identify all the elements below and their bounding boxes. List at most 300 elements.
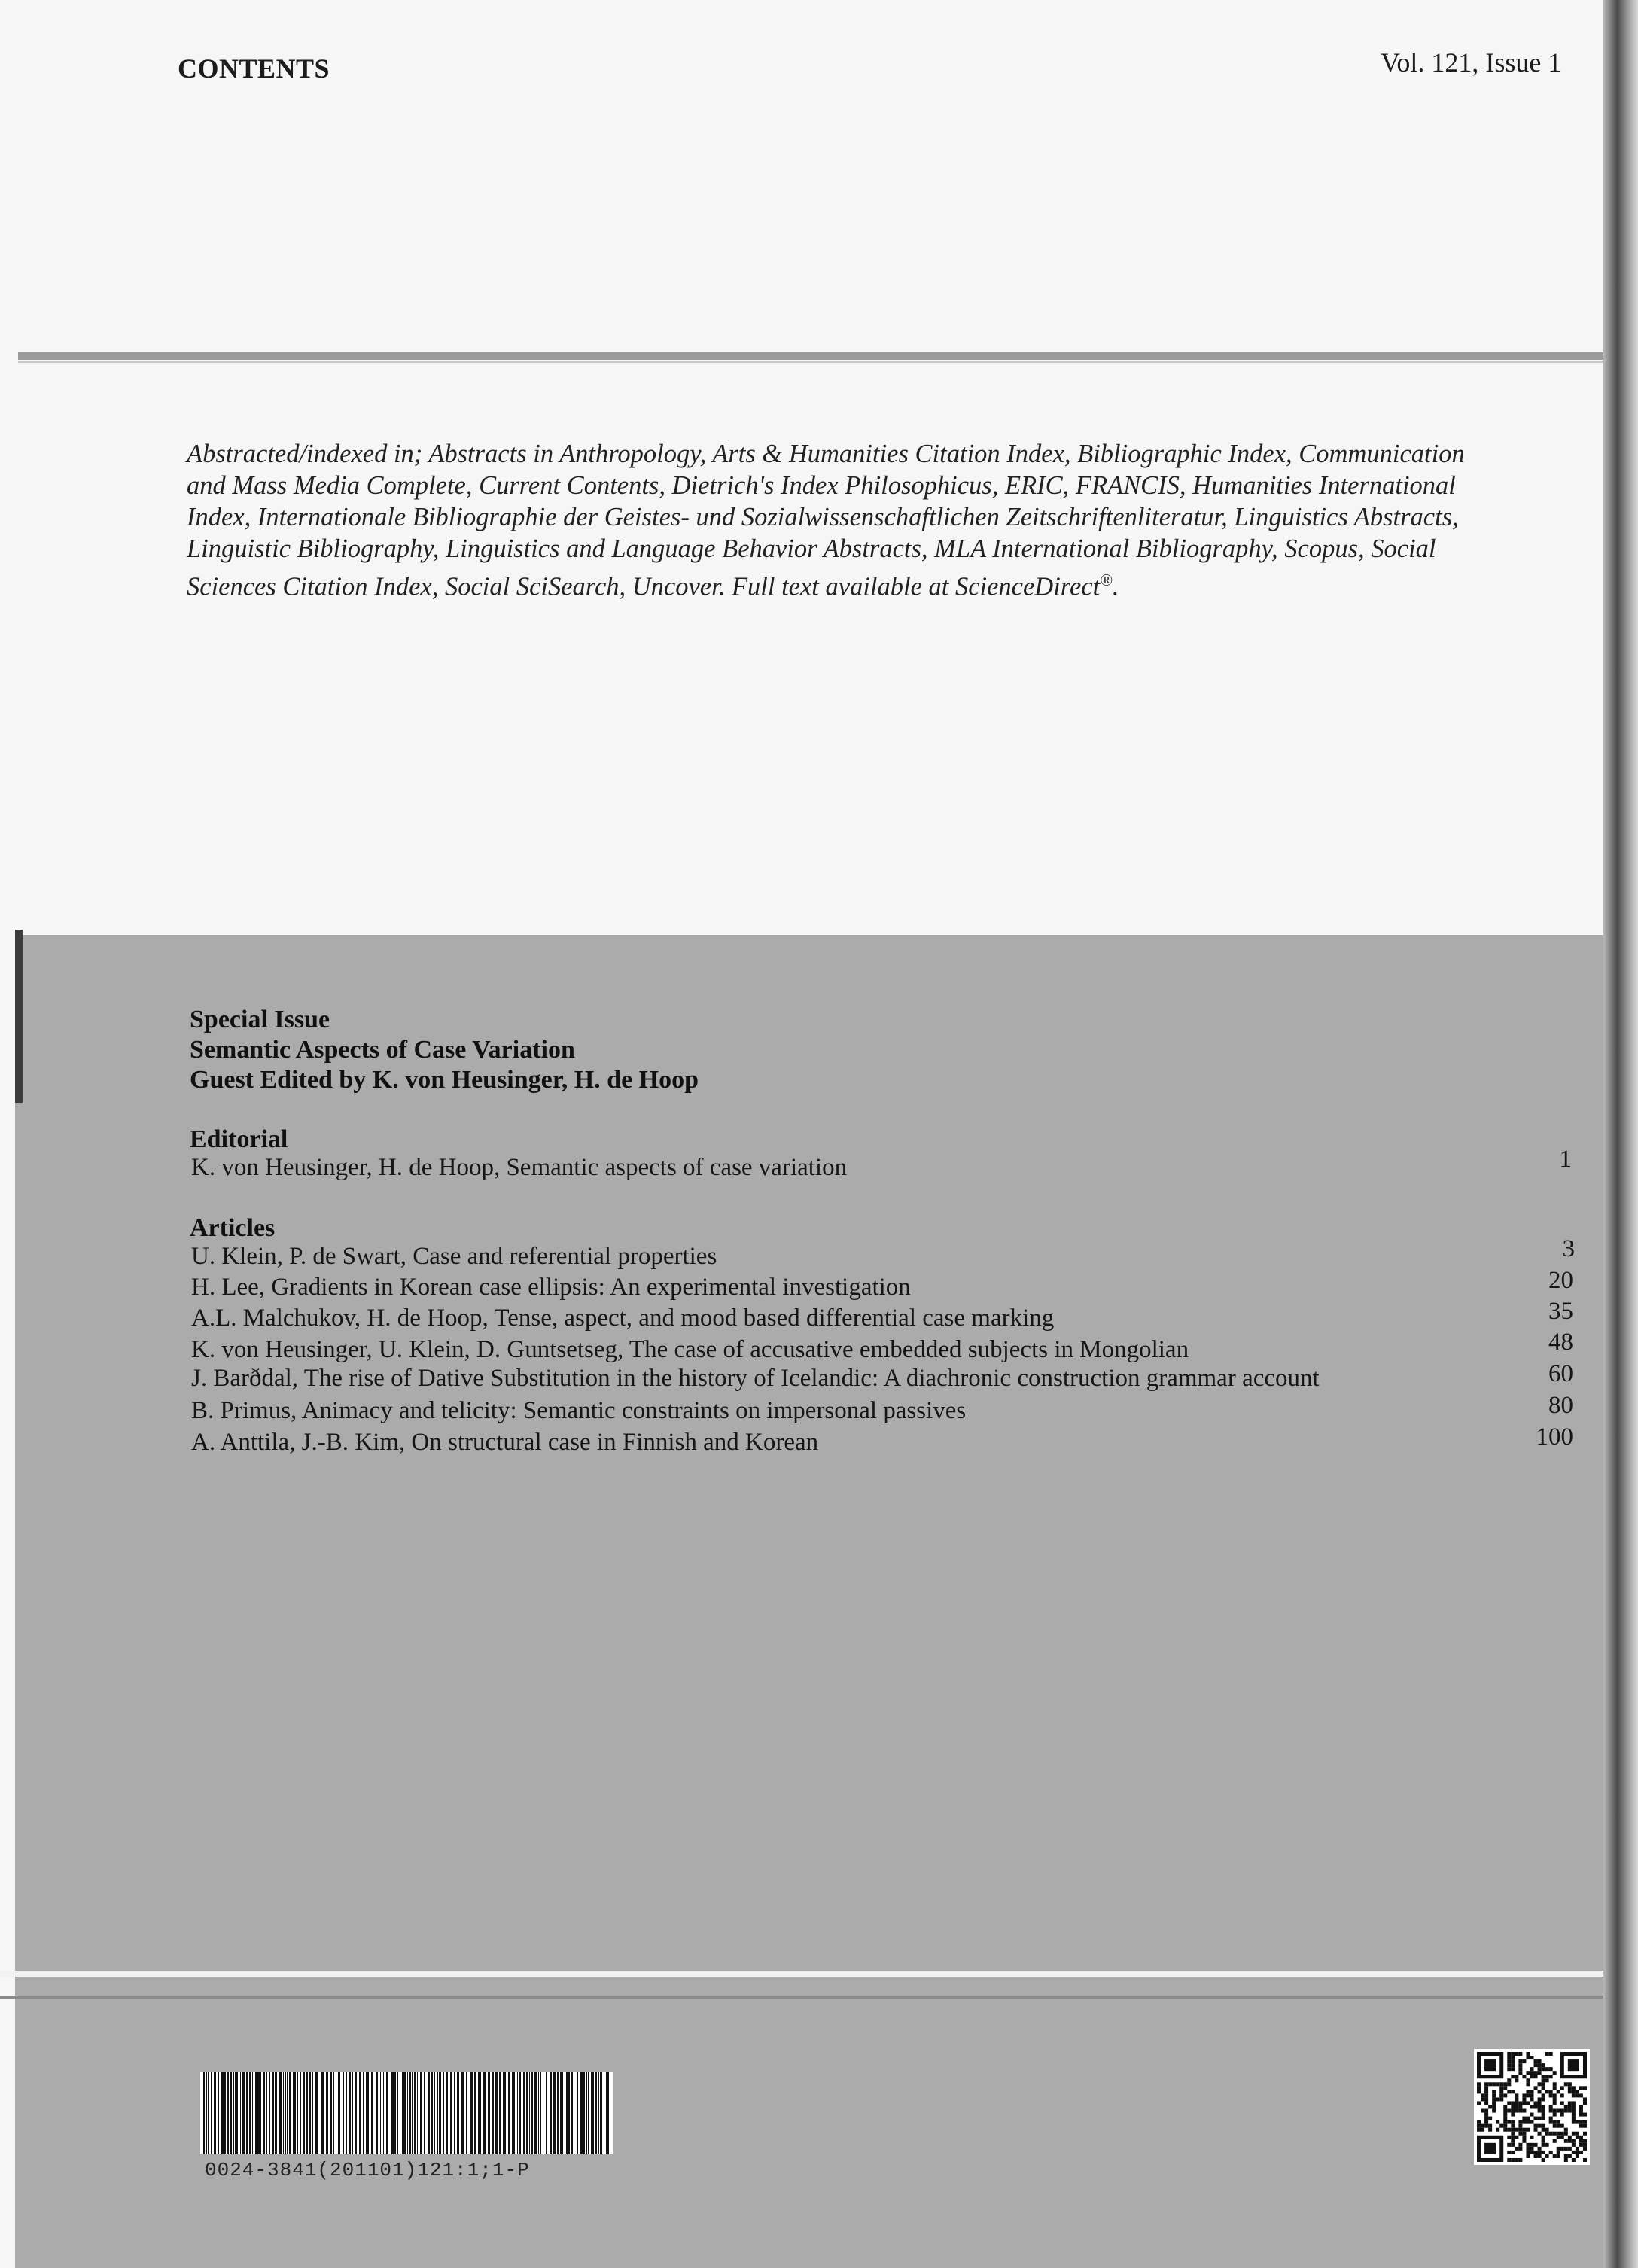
qr-module bbox=[1515, 2052, 1518, 2056]
barcode-bar bbox=[523, 2072, 525, 2154]
barcode-bar bbox=[600, 2072, 602, 2154]
qr-module bbox=[1538, 2109, 1542, 2113]
qr-module bbox=[1572, 2151, 1576, 2154]
qr-module bbox=[1560, 2132, 1564, 2136]
article-page-number: 80 bbox=[1548, 1392, 1573, 1419]
barcode-bar bbox=[431, 2072, 433, 2154]
qr-module bbox=[1572, 2093, 1576, 2097]
barcode-bar bbox=[437, 2072, 438, 2154]
barcode-bar bbox=[470, 2072, 473, 2154]
qr-module bbox=[1507, 2120, 1511, 2124]
qr-module bbox=[1542, 2097, 1545, 2101]
qr-module bbox=[1484, 2093, 1488, 2097]
qr-module bbox=[1481, 2109, 1484, 2113]
qr-module bbox=[1545, 2067, 1549, 2071]
qr-module bbox=[1477, 2086, 1481, 2090]
qr-module bbox=[1499, 2090, 1503, 2093]
qr-module bbox=[1522, 2128, 1526, 2132]
qr-module bbox=[1515, 2147, 1518, 2151]
qr-module bbox=[1526, 2078, 1530, 2082]
qr-module bbox=[1515, 2109, 1518, 2113]
qr-module bbox=[1511, 2075, 1515, 2078]
qr-module bbox=[1560, 2086, 1564, 2090]
qr-module bbox=[1518, 2101, 1522, 2105]
qr-module bbox=[1542, 2078, 1545, 2082]
qr-module bbox=[1526, 2082, 1530, 2086]
barcode-bar bbox=[309, 2072, 311, 2154]
qr-module bbox=[1542, 2128, 1545, 2132]
qr-module bbox=[1538, 2124, 1542, 2128]
barcode-bar bbox=[503, 2072, 506, 2154]
qr-module bbox=[1542, 2143, 1545, 2147]
qr-module bbox=[1511, 2067, 1515, 2071]
qr-module bbox=[1488, 2124, 1492, 2128]
barcode-bar bbox=[349, 2072, 351, 2154]
qr-module bbox=[1553, 2082, 1557, 2086]
qr-module bbox=[1572, 2109, 1576, 2113]
qr-module bbox=[1538, 2082, 1542, 2086]
qr-module bbox=[1477, 2082, 1481, 2086]
barcode-bar bbox=[321, 2072, 324, 2154]
qr-module bbox=[1526, 2071, 1530, 2075]
qr-module bbox=[1572, 2086, 1576, 2090]
qr-module bbox=[1549, 2052, 1553, 2056]
qr-module bbox=[1542, 2082, 1545, 2086]
qr-module bbox=[1583, 2158, 1587, 2162]
qr-module bbox=[1538, 2071, 1542, 2075]
article-entry: J. Barðdal, The rise of Dative Substitution in the history of Icelandic: A diachronic construction grammar account bbox=[191, 1365, 1320, 1392]
qr-module bbox=[1515, 2101, 1518, 2105]
barcode-bar bbox=[312, 2072, 313, 2154]
qr-module bbox=[1572, 2105, 1576, 2108]
barcode-bar bbox=[263, 2072, 265, 2154]
qr-finder-pattern bbox=[1568, 2059, 1579, 2071]
qr-module bbox=[1503, 2128, 1507, 2132]
qr-module bbox=[1557, 2154, 1560, 2158]
barcode-bar bbox=[266, 2072, 267, 2154]
barcode-bar bbox=[540, 2072, 541, 2154]
qr-module bbox=[1530, 2075, 1533, 2078]
barcode-bar bbox=[488, 2072, 490, 2154]
qr-module bbox=[1545, 2154, 1549, 2158]
qr-module bbox=[1553, 2154, 1557, 2158]
barcode-bar bbox=[454, 2072, 455, 2154]
barcode-bar bbox=[407, 2072, 408, 2154]
qr-module bbox=[1522, 2132, 1526, 2136]
qr-module bbox=[1534, 2143, 1538, 2147]
qr-module bbox=[1576, 2132, 1579, 2136]
qr-module bbox=[1511, 2151, 1515, 2154]
qr-module bbox=[1481, 2097, 1484, 2101]
barcode-bar bbox=[508, 2072, 510, 2154]
qr-module bbox=[1553, 2109, 1557, 2113]
qr-module bbox=[1583, 2147, 1587, 2151]
barcode-bar bbox=[343, 2072, 344, 2154]
barcode-bar bbox=[417, 2072, 418, 2154]
qr-module bbox=[1511, 2101, 1515, 2105]
qr-module bbox=[1542, 2113, 1545, 2117]
qr-module bbox=[1507, 2151, 1511, 2154]
qr-module bbox=[1499, 2093, 1503, 2097]
barcode-bar bbox=[446, 2072, 448, 2154]
barcode-bar bbox=[550, 2072, 552, 2154]
qr-module bbox=[1534, 2151, 1538, 2154]
barcode-bar bbox=[338, 2072, 340, 2154]
qr-module bbox=[1538, 2090, 1542, 2093]
qr-module bbox=[1557, 2090, 1560, 2093]
qr-module bbox=[1522, 2101, 1526, 2105]
barcode-bar bbox=[289, 2072, 291, 2154]
qr-module bbox=[1518, 2158, 1522, 2162]
barcode-bar bbox=[227, 2072, 229, 2154]
qr-module bbox=[1583, 2139, 1587, 2143]
barcode-bar bbox=[355, 2072, 357, 2154]
barcode-bar bbox=[303, 2072, 305, 2154]
article-page-number: 100 bbox=[1536, 1423, 1573, 1451]
qr-module bbox=[1560, 2147, 1564, 2151]
indexing-line-last bbox=[187, 565, 1564, 603]
qr-module bbox=[1511, 2132, 1515, 2136]
article-page-number: 60 bbox=[1548, 1360, 1573, 1387]
qr-module bbox=[1549, 2132, 1553, 2136]
qr-module bbox=[1538, 2151, 1542, 2154]
barcode-bar bbox=[315, 2072, 318, 2154]
qr-module bbox=[1484, 2086, 1488, 2090]
barcode-bar bbox=[512, 2072, 515, 2154]
qr-module bbox=[1507, 2056, 1511, 2059]
qr-module bbox=[1579, 2139, 1583, 2143]
qr-module bbox=[1568, 2109, 1572, 2113]
qr-module bbox=[1507, 2158, 1511, 2162]
qr-module bbox=[1507, 2136, 1511, 2139]
barcode-bar bbox=[257, 2072, 260, 2154]
qr-module bbox=[1534, 2101, 1538, 2105]
qr-module bbox=[1579, 2086, 1583, 2090]
qr-module bbox=[1530, 2097, 1533, 2101]
barcode-bar bbox=[297, 2072, 298, 2154]
qr-module bbox=[1484, 2082, 1488, 2086]
barcode-bar bbox=[363, 2072, 364, 2154]
qr-module bbox=[1564, 2158, 1568, 2162]
qr-module bbox=[1572, 2117, 1576, 2120]
barcode-bar bbox=[560, 2072, 563, 2154]
qr-finder-pattern bbox=[1484, 2059, 1496, 2071]
qr-module bbox=[1560, 2109, 1564, 2113]
qr-module bbox=[1530, 2143, 1533, 2147]
indexing-line: Abstracted/indexed in; Abstracts in Anthropology, Arts & Humanities Citation Index, Bibliographic Index, Communication bbox=[187, 440, 1465, 468]
qr-module bbox=[1484, 2117, 1488, 2120]
qr-module bbox=[1564, 2139, 1568, 2143]
qr-module bbox=[1583, 2101, 1587, 2105]
qr-module bbox=[1538, 2147, 1542, 2151]
qr-module bbox=[1522, 2059, 1526, 2063]
qr-module bbox=[1530, 2120, 1533, 2124]
qr-module bbox=[1564, 2105, 1568, 2108]
barcode-bar bbox=[519, 2072, 521, 2154]
barcode-bar bbox=[568, 2072, 570, 2154]
qr-module bbox=[1576, 2136, 1579, 2139]
qr-module bbox=[1572, 2120, 1576, 2124]
qr-module bbox=[1496, 2128, 1499, 2132]
qr-module bbox=[1557, 2147, 1560, 2151]
qr-module bbox=[1553, 2120, 1557, 2124]
barcode-bar bbox=[526, 2072, 528, 2154]
qr-module bbox=[1522, 2117, 1526, 2120]
barcode-bar bbox=[252, 2072, 253, 2154]
qr-module bbox=[1511, 2113, 1515, 2117]
qr-module bbox=[1560, 2136, 1564, 2139]
qr-module bbox=[1526, 2093, 1530, 2097]
qr-module bbox=[1499, 2082, 1503, 2086]
qr-module bbox=[1492, 2093, 1496, 2097]
qr-module bbox=[1511, 2128, 1515, 2132]
qr-module bbox=[1553, 2101, 1557, 2105]
qr-module bbox=[1542, 2139, 1545, 2143]
qr-module bbox=[1530, 2056, 1533, 2059]
barcode-bar bbox=[391, 2072, 394, 2154]
barcode-bar bbox=[366, 2072, 369, 2154]
qr-module bbox=[1572, 2090, 1576, 2093]
qr-module bbox=[1492, 2109, 1496, 2113]
qr-module bbox=[1534, 2117, 1538, 2120]
qr-module bbox=[1568, 2105, 1572, 2108]
qr-module bbox=[1557, 2120, 1560, 2124]
qr-module bbox=[1484, 2090, 1488, 2093]
qr-module bbox=[1511, 2109, 1515, 2113]
qr-module bbox=[1576, 2151, 1579, 2154]
qr-module bbox=[1499, 2124, 1503, 2128]
qr-module bbox=[1549, 2109, 1553, 2113]
panel-edge-bar bbox=[15, 930, 23, 1103]
qr-module bbox=[1511, 2143, 1515, 2147]
barcode-bar bbox=[326, 2072, 328, 2154]
qr-module bbox=[1549, 2151, 1553, 2154]
barcode-bar bbox=[450, 2072, 452, 2154]
qr-module bbox=[1530, 2105, 1533, 2108]
barcode-bar bbox=[230, 2072, 232, 2154]
qr-module bbox=[1477, 2090, 1481, 2093]
barcode-bar bbox=[380, 2072, 381, 2154]
article-entry: A. Anttila, J.-B. Kim, On structural case in Finnish and Korean bbox=[191, 1429, 819, 1456]
qr-module bbox=[1583, 2113, 1587, 2117]
qr-module bbox=[1511, 2056, 1515, 2059]
qr-module bbox=[1576, 2093, 1579, 2097]
qr-module bbox=[1553, 2132, 1557, 2136]
barcode-bar bbox=[330, 2072, 332, 2154]
barcode-bar bbox=[588, 2072, 589, 2154]
barcode-bar bbox=[439, 2072, 440, 2154]
barcode-bar bbox=[240, 2072, 241, 2154]
qr-module bbox=[1534, 2124, 1538, 2128]
qr-module bbox=[1579, 2151, 1583, 2154]
qr-module bbox=[1511, 2136, 1515, 2139]
barcode-bar bbox=[246, 2072, 248, 2154]
qr-module bbox=[1553, 2097, 1557, 2101]
barcode-bar bbox=[412, 2072, 413, 2154]
barcode-bar bbox=[402, 2072, 403, 2154]
barcode-bar bbox=[474, 2072, 476, 2154]
qr-module bbox=[1530, 2136, 1533, 2139]
qr-module bbox=[1477, 2124, 1481, 2128]
qr-module bbox=[1568, 2082, 1572, 2086]
qr-module bbox=[1518, 2143, 1522, 2147]
barcode-bar bbox=[546, 2072, 547, 2154]
qr-module bbox=[1564, 2082, 1568, 2086]
qr-module bbox=[1492, 2097, 1496, 2101]
qr-module bbox=[1492, 2082, 1496, 2086]
barcode-bar bbox=[224, 2072, 226, 2154]
qr-module bbox=[1538, 2067, 1542, 2071]
qr-module bbox=[1507, 2067, 1511, 2071]
qr-module bbox=[1530, 2147, 1533, 2151]
barcode-bar bbox=[420, 2072, 422, 2154]
barcode-bar bbox=[352, 2072, 353, 2154]
article-entry: U. Klein, P. de Swart, Case and referential properties bbox=[191, 1243, 717, 1270]
qr-module bbox=[1492, 2101, 1496, 2105]
barcode-bar bbox=[434, 2072, 435, 2154]
qr-module bbox=[1518, 2147, 1522, 2151]
qr-module bbox=[1553, 2093, 1557, 2097]
barcode-bar bbox=[461, 2072, 464, 2154]
qr-module bbox=[1526, 2147, 1530, 2151]
qr-module bbox=[1572, 2101, 1576, 2105]
qr-module bbox=[1484, 2101, 1488, 2105]
qr-module bbox=[1534, 2154, 1538, 2158]
qr-module bbox=[1549, 2117, 1553, 2120]
qr-module bbox=[1507, 2082, 1511, 2086]
qr-module bbox=[1542, 2063, 1545, 2067]
qr-module bbox=[1530, 2113, 1533, 2117]
qr-module bbox=[1538, 2063, 1542, 2067]
qr-module bbox=[1534, 2128, 1538, 2132]
qr-module bbox=[1530, 2151, 1533, 2154]
qr-module bbox=[1507, 2143, 1511, 2147]
barcode-bar bbox=[255, 2072, 257, 2154]
qr-module bbox=[1564, 2154, 1568, 2158]
qr-module bbox=[1560, 2093, 1564, 2097]
qr-module bbox=[1542, 2151, 1545, 2154]
qr-module bbox=[1499, 2097, 1503, 2101]
barcode-bar bbox=[306, 2072, 308, 2154]
qr-module bbox=[1526, 2120, 1530, 2124]
barcode-bar bbox=[218, 2072, 219, 2154]
qr-module bbox=[1583, 2143, 1587, 2147]
qr-module bbox=[1515, 2097, 1518, 2101]
barcode-bar bbox=[443, 2072, 444, 2154]
qr-module bbox=[1503, 2105, 1507, 2108]
barcode-bar bbox=[440, 2072, 441, 2154]
qr-module bbox=[1515, 2158, 1518, 2162]
qr-module bbox=[1564, 2147, 1568, 2151]
qr-module bbox=[1477, 2101, 1481, 2105]
qr-module bbox=[1503, 2082, 1507, 2086]
qr-module bbox=[1488, 2128, 1492, 2132]
qr-module bbox=[1518, 2067, 1522, 2071]
barcode-bar bbox=[249, 2072, 251, 2154]
qr-module bbox=[1526, 2056, 1530, 2059]
barcode-bar bbox=[403, 2072, 406, 2154]
qr-module bbox=[1530, 2090, 1533, 2093]
qr-module bbox=[1534, 2105, 1538, 2108]
barcode-bar bbox=[492, 2072, 494, 2154]
qr-module bbox=[1518, 2063, 1522, 2067]
qr-module bbox=[1507, 2059, 1511, 2063]
barcode-bar bbox=[424, 2072, 425, 2154]
qr-module bbox=[1579, 2105, 1583, 2108]
article-entry: K. von Heusinger, U. Klein, D. Guntsetseg, The case of accusative embedded subjects in Mongolian bbox=[191, 1336, 1189, 1363]
qr-module bbox=[1530, 2067, 1533, 2071]
qr-module bbox=[1560, 2101, 1564, 2105]
qr-code-graphic bbox=[1474, 2049, 1590, 2165]
qr-module bbox=[1542, 2067, 1545, 2071]
qr-module bbox=[1515, 2105, 1518, 2108]
barcode-bar bbox=[272, 2072, 274, 2154]
barcode-bar bbox=[371, 2072, 373, 2154]
qr-module bbox=[1538, 2117, 1542, 2120]
qr-module bbox=[1515, 2128, 1518, 2132]
qr-module bbox=[1503, 2086, 1507, 2090]
barcode-bar bbox=[598, 2072, 599, 2154]
qr-module bbox=[1583, 2086, 1587, 2090]
qr-module bbox=[1568, 2147, 1572, 2151]
qr-module bbox=[1507, 2090, 1511, 2093]
qr-module bbox=[1553, 2086, 1557, 2090]
qr-module bbox=[1511, 2124, 1515, 2128]
special-issue-title: Semantic Aspects of Case Variation bbox=[190, 1036, 575, 1064]
barcode-number: 0024-3841(201101)121:1;1-P bbox=[205, 2159, 530, 2181]
qr-module bbox=[1511, 2139, 1515, 2143]
qr-module bbox=[1534, 2086, 1538, 2090]
barcode-bar bbox=[206, 2072, 207, 2154]
barcode-bar bbox=[591, 2072, 594, 2154]
qr-module bbox=[1511, 2105, 1515, 2108]
article-page-number: 3 bbox=[1562, 1235, 1575, 1262]
qr-module bbox=[1542, 2093, 1545, 2097]
article-entry: A.L. Malchukov, H. de Hoop, Tense, aspect, and mood based differential case marking bbox=[191, 1304, 1055, 1332]
barcode-bar bbox=[529, 2072, 530, 2154]
qr-module bbox=[1560, 2113, 1564, 2117]
barcode-bar bbox=[376, 2072, 378, 2154]
barcode-bar bbox=[457, 2072, 459, 2154]
barcode-bar bbox=[260, 2072, 261, 2154]
qr-module bbox=[1545, 2143, 1549, 2147]
qr-module bbox=[1557, 2136, 1560, 2139]
qr-module bbox=[1518, 2120, 1522, 2124]
qr-finder-pattern bbox=[1484, 2143, 1496, 2154]
qr-module bbox=[1526, 2143, 1530, 2147]
qr-module bbox=[1511, 2090, 1515, 2093]
barcode-bar bbox=[499, 2072, 501, 2154]
barcode-bar bbox=[235, 2072, 238, 2154]
qr-module bbox=[1534, 2071, 1538, 2075]
qr-module bbox=[1549, 2075, 1553, 2078]
barcode-bar bbox=[394, 2072, 396, 2154]
lower-divider-shadow bbox=[0, 1996, 1638, 1999]
qr-module bbox=[1511, 2059, 1515, 2063]
indexing-line: and Mass Media Complete, Current Contents, Dietrich's Index Philosophicus, ERIC, FRANCIS, Humanities International bbox=[187, 471, 1456, 500]
qr-module bbox=[1518, 2052, 1522, 2056]
qr-module bbox=[1572, 2158, 1576, 2162]
volume-issue-label: Vol. 121, Issue 1 bbox=[1381, 47, 1562, 78]
qr-module bbox=[1484, 2097, 1488, 2101]
barcode-bar bbox=[495, 2072, 498, 2154]
qr-module bbox=[1583, 2132, 1587, 2136]
qr-module bbox=[1579, 2113, 1583, 2117]
barcode-bar bbox=[586, 2072, 587, 2154]
barcode-bar bbox=[553, 2072, 556, 2154]
qr-module bbox=[1534, 2075, 1538, 2078]
qr-module bbox=[1522, 2093, 1526, 2097]
